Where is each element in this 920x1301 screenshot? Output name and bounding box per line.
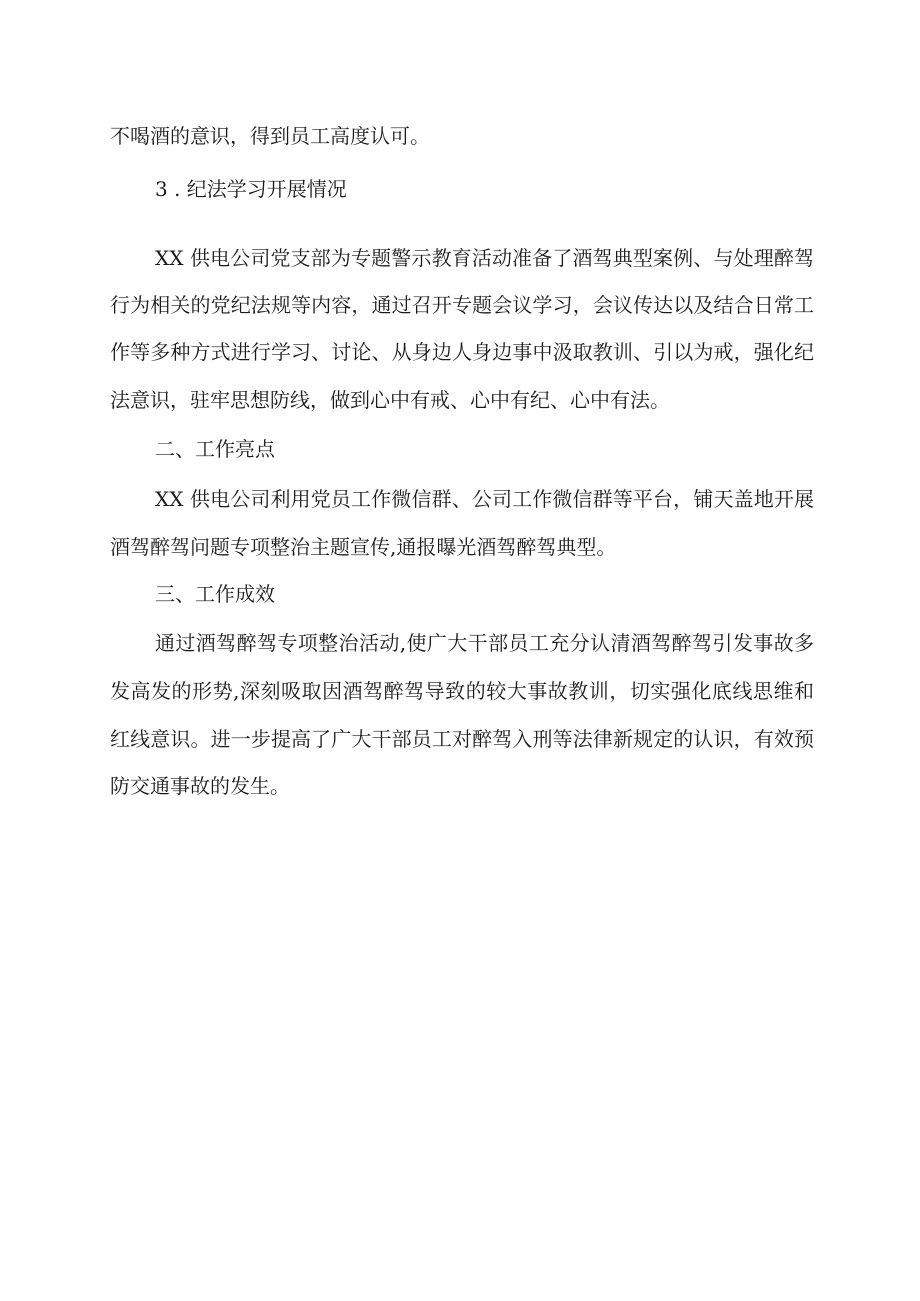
- paragraph-line: XX 供电公司党支部为专题警示教育活动准备了酒驾典型案例、与处理醉驾: [155, 246, 814, 270]
- paragraph-line: 发高发的形势,深刻吸取因酒驾醉驾导致的较大事故教训，切实强化底线思维和: [110, 679, 814, 703]
- paragraph-line: 防交通事故的发生。: [110, 774, 290, 798]
- paragraph-line: 红线意识。进一步提高了广大干部员工对醉驾入刑等法律新规定的认识，有效预: [110, 727, 814, 751]
- paragraph-line: 法意识，驻牢思想防线，做到心中有戒、心中有纪、心中有法。: [110, 388, 670, 412]
- section-heading-3: 3 . 纪法学习开展情况: [155, 177, 347, 201]
- paragraph-line: 酒驾醉驾问题专项整治主题宣传,通报曝光酒驾醉驾典型。: [110, 535, 617, 559]
- part-heading-2: 二、工作亮点: [155, 437, 275, 461]
- part-heading-3: 三、工作成效: [155, 582, 275, 606]
- paragraph-line: 行为相关的党纪法规等内容，通过召开专题会议学习，会议传达以及结合日常工: [110, 293, 814, 317]
- paragraph-line: XX 供电公司利用党员工作微信群、公司工作微信群等平台，铺天盖地开展: [155, 487, 814, 511]
- paragraph-line: 通过酒驾醉驾专项整治活动,使广大干部员工充分认清酒驾醉驾引发事故多: [155, 631, 814, 655]
- paragraph-line: 作等多种方式进行学习、讨论、从身边人身边事中汲取教训、引以为戒，强化纪: [110, 340, 814, 364]
- paragraph-line: 不喝酒的意识，得到员工高度认可。: [110, 124, 430, 148]
